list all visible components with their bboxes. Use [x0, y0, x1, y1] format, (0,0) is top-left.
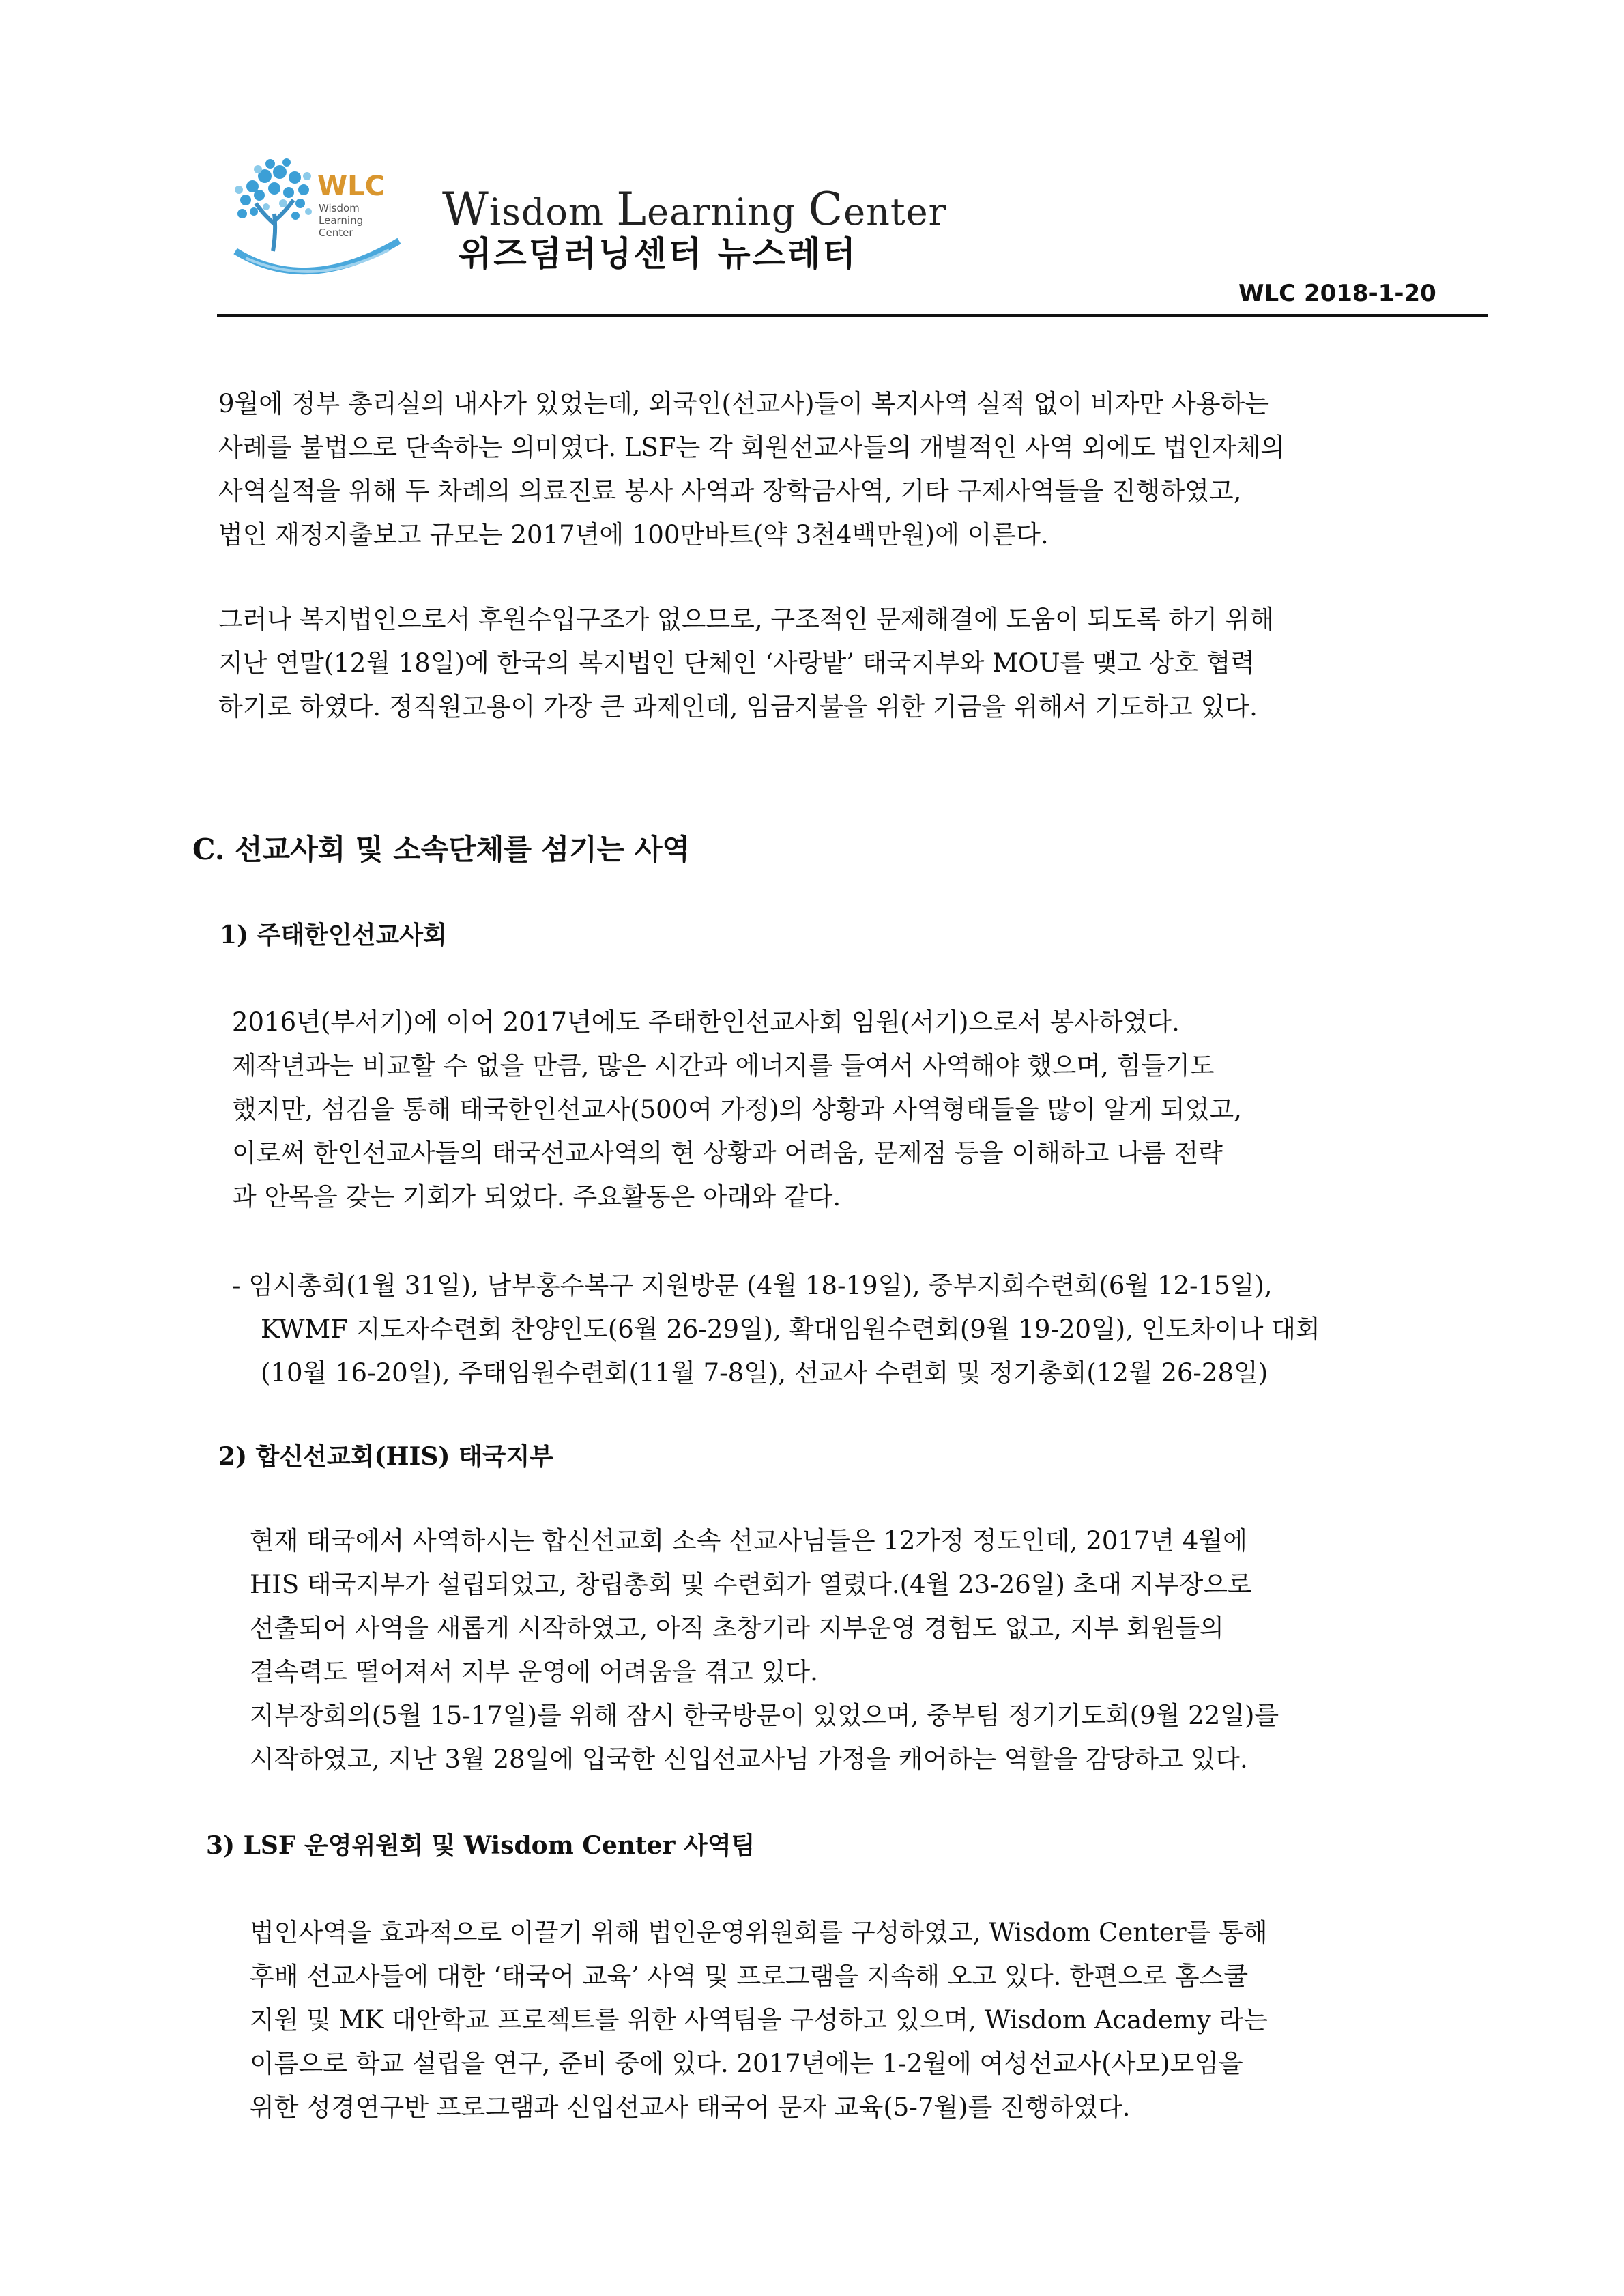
subsection-3-title: 3) LSF 운영위원회 및 Wisdom Center 사역팀 [206, 1831, 755, 1860]
text-line: 과 안목을 갖는 기회가 되었다. 주요활동은 아래와 같다. [232, 1182, 841, 1211]
svg-text:WLC: WLC [317, 171, 385, 202]
text-line: 지원 및 MK 대안학교 프로젝트를 위한 사역팀을 구성하고 있으며, Wisdom Academy 라는 [250, 2005, 1268, 2035]
newsletter-title-ko: 위즈덤러닝센터 뉴스레터 [459, 234, 858, 274]
text-line: 결속력도 떨어져서 지부 운영에 어려움을 겪고 있다. [250, 1657, 818, 1687]
list-item: - 임시총회(1월 31일), 남부홍수복구 지원방문 (4월 18-19일), 중부지회수련회(6월 12-15일), [232, 1271, 1273, 1300]
text-line: HIS 태국지부가 설립되었고, 창립총회 및 수련회가 열렸다.(4월 23-26일) 초대 지부장으로 [250, 1570, 1252, 1599]
intro-paragraph-2 [218, 598, 1274, 729]
section-c-heading: C. 선교사회 및 소속단체를 섬기는 사역 [192, 833, 691, 866]
issue-date: WLC 2018-1-20 [1238, 280, 1436, 307]
text-line: 법인 재정지출보고 규모는 2017년에 100만바트(약 3천4백만원)에 이른다. [218, 520, 1049, 549]
subsection-3-body [250, 1911, 1268, 2129]
text-line: 현재 태국에서 사역하시는 합신선교회 소속 선교사님들은 12가정 정도인데, 2017년 4월에 [250, 1526, 1247, 1555]
wlc-logo [225, 149, 430, 285]
text-line: 지난 연말(12월 18일)에 한국의 복지법인 단체인 ‘사랑밭’ 태국지부와 MOU를 맺고 상호 협력 [218, 648, 1256, 678]
text-line: 이름으로 학교 설립을 연구, 준비 중에 있다. 2017년에는 1-2월에 여성선교사(사모)모임을 [250, 2049, 1243, 2078]
text-line: 후배 선교사들에 대한 ‘태국어 교육’ 사역 및 프로그램을 지속해 오고 있다. 한편으로 홈스쿨 [250, 1962, 1249, 1991]
header-divider [217, 314, 1488, 317]
svg-text:Learning: Learning [319, 214, 364, 227]
text-line: 제작년과는 비교할 수 없을 만큼, 많은 시간과 에너지를 들여서 사역해야 했으며, 힘들기도 [232, 1051, 1215, 1080]
intro-paragraph-1 [218, 382, 1285, 557]
text-line: 법인사역을 효과적으로 이끌기 위해 법인운영위원회를 구성하였고, Wisdom Center를 통해 [250, 1918, 1268, 1947]
tree-logo-icon [225, 149, 430, 285]
text-line: 시작하였고, 지난 3월 28일에 입국한 신입선교사님 가정을 캐어하는 역할을 감당하고 있다. [250, 1745, 1248, 1774]
text-line: 이로써 한인선교사들의 태국선교사역의 현 상황과 어려움, 문제점 등을 이해하고 나름 전략 [232, 1138, 1223, 1168]
subsection-1-title: 1) 주태한인선교사회 [220, 921, 447, 949]
text-line: 하기로 하였다. 정직원고용이 가장 큰 과제인데, 임금지불을 위한 기금을 위해서 기도하고 있다. [218, 692, 1258, 721]
text-line: 사역실적을 위해 두 차례의 의료진료 봉사 사역과 장학금사역, 기타 구제사역들을 진행하였고, [218, 476, 1242, 506]
text-line: 지부장회의(5월 15-17일)를 위해 잠시 한국방문이 있었으며, 중부팀 정기기도회(9월 22일)를 [250, 1701, 1279, 1730]
subsection-2-body [250, 1519, 1279, 1781]
svg-text:Center: Center [319, 227, 353, 239]
text-line: 9월에 정부 총리실의 내사가 있었는데, 외국인(선교사)들이 복지사역 실적 없이 비자만 사용하는 [218, 389, 1269, 418]
text-line: 했지만, 섬김을 통해 태국한인선교사(500여 가정)의 상황과 사역형태들을 많이 알게 되었고, [232, 1095, 1242, 1124]
text-line: 그러나 복지법인으로서 후원수입구조가 없으므로, 구조적인 문제해결에 도움이 되도록 하기 위해 [218, 605, 1275, 634]
text-line: 사례를 불법으로 단속하는 의미였다. LSF는 각 회원선교사들의 개별적인 사역 외에도 법인자체의 [218, 433, 1286, 462]
svg-text:Wisdom: Wisdom [319, 202, 360, 214]
list-item: (10월 16-20일), 주태임원수련회(11월 7-8일), 선교사 수련회 및 정기총회(12월 26-28일) [261, 1358, 1268, 1388]
text-line: 선출되어 사역을 새롭게 시작하였고, 아직 초창기라 지부운영 경험도 없고, 지부 회원들의 [250, 1613, 1224, 1643]
text-line: 위한 성경연구반 프로그램과 신입선교사 태국어 문자 교육(5-7월)를 진행하였다. [250, 2093, 1131, 2122]
newsletter-title-en: Wisdom Learning Center [442, 183, 947, 235]
list-item: KWMF 지도자수련회 찬양인도(6월 26-29일), 확대임원수련회(9월 19-20일), 인도차이나 대회 [261, 1315, 1320, 1344]
activities-list [232, 1264, 1320, 1395]
subsection-1-body [232, 1001, 1242, 1219]
subsection-2-title: 2) 합신선교회(HIS) 태국지부 [218, 1442, 554, 1471]
text-line: 2016년(부서기)에 이어 2017년에도 주태한인선교사회 임원(서기)으로서 봉사하였다. [232, 1007, 1180, 1037]
